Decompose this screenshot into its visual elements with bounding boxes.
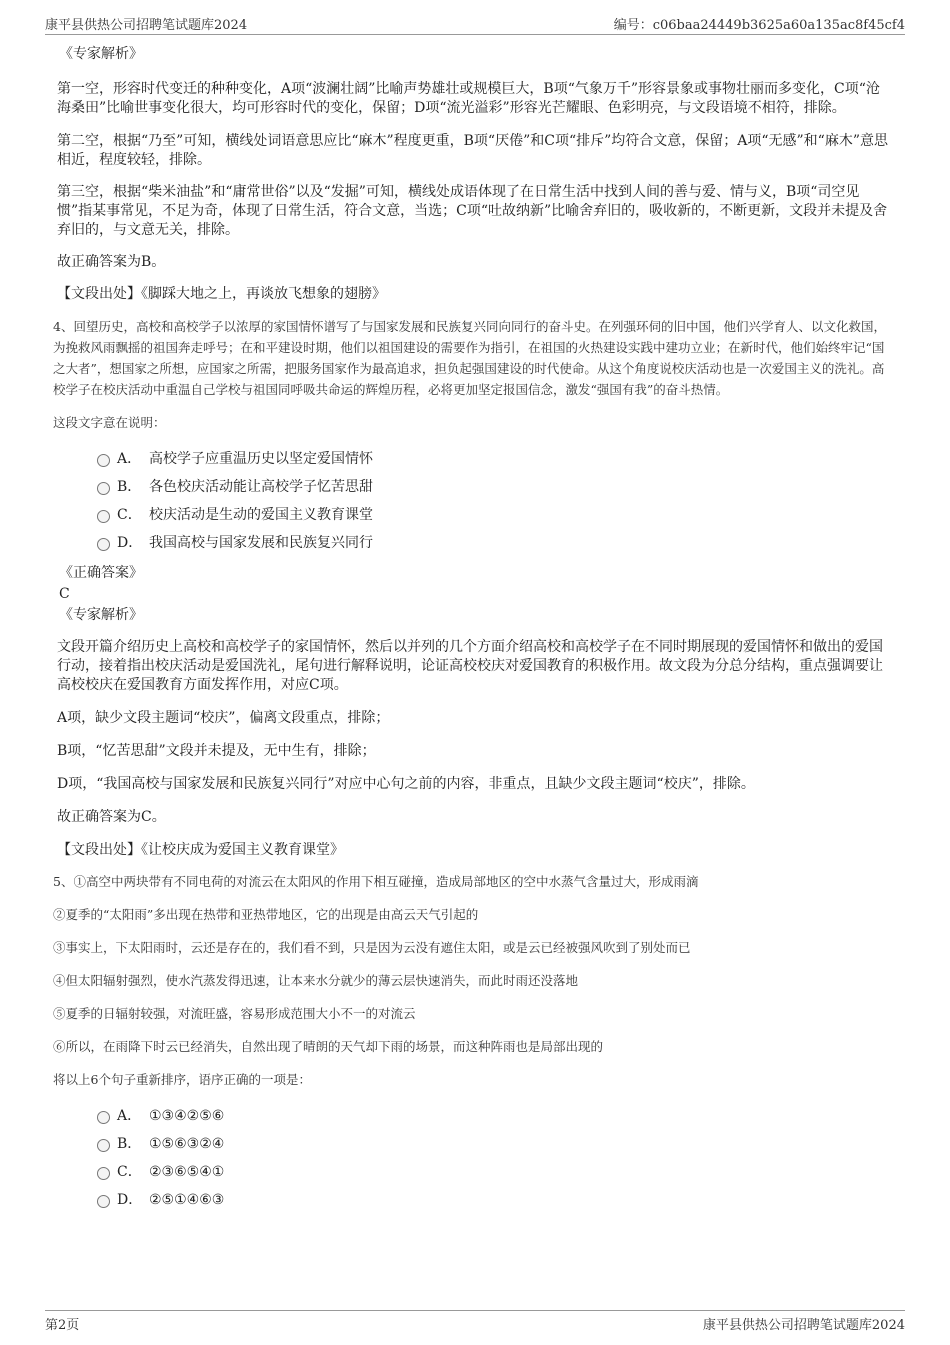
q5-option-c[interactable] — [57, 1158, 889, 1186]
q3-analysis-para-3: 第三空，根据“柴米油盐”和“庸常世俗”以及“发掘”可知，横线处成语体现了在日常生活中找到人间的善与爱、情与义，B项“司空见惯”指某事常见，不足为奇，体现了日常生活，符合文意，当选；C项“吐故纳新”比喻舍弃旧的，吸收新的，不断更新，文段并未提及舍弃旧的，与文意无关，排除。 — [57, 184, 888, 238]
page-header — [45, 14, 905, 35]
option-text: ②⑤①④⑥③ — [149, 1192, 225, 1208]
page-content — [53, 44, 889, 1214]
option-letter: B． — [117, 479, 142, 495]
q4-question: 这段文字意在说明： — [53, 415, 166, 430]
q4-analysis-para-2: A项，缺少文段主题词“校庆”，偏离文段重点，排除； — [57, 710, 390, 726]
q4-analysis-para-1: 文段开篇介绍历史上高校和高校学子的家国情怀，然后以并列的几个方面介绍高校和高校学子在不同时期展现的爱国情怀和做出的爱国行动，接着指出校庆活动是爱国洗礼，尾句进行解释说明，论证高校校庆对爱国教育的积极作用。故文段为分总分结构，重点强调要让高校校庆在爱国教育方面发挥作用，对应C项。 — [57, 639, 883, 693]
radio-button-icon[interactable] — [97, 482, 110, 495]
q4-analysis-para-4: D项，“我国高校与国家发展和民族复兴同行”对应中心句之前的内容，非重点，且缺少文段主题词“校庆”，排除。 — [57, 776, 755, 792]
q4-analysis-para-3: B项，“忆苦思甜”文段并未提及，无中生有，排除； — [57, 743, 376, 759]
option-letter: A． — [117, 1108, 142, 1124]
option-text: 各色校庆活动能让高校学子忆苦思甜 — [149, 479, 373, 495]
radio-button-icon[interactable] — [97, 510, 110, 523]
q3-analysis-para-1: 第一空，形容时代变迁的种种变化，A项“波澜壮阔”比喻声势雄壮或规模巨大，B项“气象万千”形容景象或事物壮丽而多变化，C项“沧海桑田”比喻世事变化很大，均可形容时代的变化，保留；D项“流光溢彩”形容光芒耀眼、色彩明亮，与文段语境不相符，排除。 — [57, 81, 880, 116]
document-id: 编号：c06baa24449b3625a60a135ac8f45cf4 — [613, 18, 905, 33]
option-letter: A． — [117, 451, 142, 467]
option-letter: C． — [117, 507, 142, 523]
option-text: ②③⑥⑤④① — [149, 1164, 225, 1180]
q4-option-d[interactable] — [57, 529, 889, 557]
q5-sentence-1: 5、①高空中两块带有不同电荷的对流云在太阳风的作用下相互碰撞，造成局部地区的空中水蒸气含量过大，形成雨滴 — [53, 874, 699, 889]
q5-sentence-5: ⑤夏季的日辐射较强，对流旺盛，容易形成范围大小不一的对流云 — [53, 1006, 416, 1021]
radio-button-icon[interactable] — [97, 1195, 110, 1208]
radio-button-icon[interactable] — [97, 1139, 110, 1152]
q4-option-a[interactable] — [57, 445, 889, 473]
option-text: 高校学子应重温历史以坚定爱国情怀 — [149, 451, 373, 467]
q3-source: 【文段出处】《脚踩大地之上，再谈放飞想象的翅膀》 — [57, 286, 386, 302]
q5-sentence-6: ⑥所以，在雨降下时云已经消失，自然出现了晴朗的天气却下雨的场景，而这种阵雨也是局部出现的 — [53, 1039, 604, 1054]
q4-source: 【文段出处】《让校庆成为爱国主义教育课堂》 — [57, 842, 344, 858]
page-number: 第2页 — [45, 1318, 80, 1333]
q4-options — [57, 445, 889, 557]
radio-button-icon[interactable] — [97, 454, 110, 467]
q4-answer-label: 《正确答案》 — [59, 565, 143, 581]
option-text: 我国高校与国家发展和民族复兴同行 — [149, 535, 373, 551]
page-footer — [45, 1310, 905, 1334]
q4-analysis-label: 《专家解析》 — [59, 607, 143, 623]
q4-conclusion: 故正确答案为C。 — [57, 809, 166, 825]
q5-option-d[interactable] — [57, 1186, 889, 1214]
option-text: 校庆活动是生动的爱国主义教育课堂 — [149, 507, 373, 523]
q3-conclusion: 故正确答案为B。 — [57, 254, 166, 270]
q4-option-c[interactable] — [57, 501, 889, 529]
q4-answer: C — [59, 586, 70, 602]
option-letter: D． — [117, 1192, 143, 1208]
q5-sentence-3: ③事实上，下太阳雨时，云还是存在的，我们看不到，只是因为云没有遮住太阳，或是云已经被强风吹到了别处而已 — [53, 940, 691, 955]
q4-option-b[interactable] — [57, 473, 889, 501]
q5-option-a[interactable] — [57, 1102, 889, 1130]
q5-sentence-2: ②夏季的“太阳雨”多出现在热带和亚热带地区，它的出现是由高云天气引起的 — [53, 907, 479, 922]
q3-analysis-label: 《专家解析》 — [59, 46, 143, 62]
q5-sentence-4: ④但太阳辐射强烈，使水汽蒸发得迅速，让本来水分就少的薄云层快速消失，而此时雨还没落地 — [53, 973, 579, 988]
radio-button-icon[interactable] — [97, 1111, 110, 1124]
option-text: ①③④②⑤⑥ — [149, 1108, 225, 1124]
q3-analysis-para-2: 第二空，根据“乃至”可知，横线处词语意思应比“麻木”程度更重，B项“厌倦”和C项“排斥”均符合文意，保留；A项“无感”和“麻木”意思相近，程度较轻，排除。 — [57, 133, 888, 168]
header-title: 康平县供热公司招聘笔试题库2024 — [45, 18, 248, 33]
q5-option-b[interactable] — [57, 1130, 889, 1158]
option-letter: B． — [117, 1136, 142, 1152]
radio-button-icon[interactable] — [97, 1167, 110, 1180]
q5-options — [57, 1102, 889, 1214]
option-letter: C． — [117, 1164, 142, 1180]
option-letter: D． — [117, 535, 143, 551]
option-text: ①⑤⑥③②④ — [149, 1136, 225, 1152]
footer-title: 康平县供热公司招聘笔试题库2024 — [702, 1318, 905, 1333]
q4-passage: 4、回望历史，高校和高校学子以浓厚的家国情怀谱写了与国家发展和民族复兴同向同行的奋斗史。在列强环伺的旧中国，他们兴学育人、以文化救国，为挽救风雨飘摇的祖国奔走呼号；在和平建设时期，他们以祖国建设的需要作为指引，在祖国的火热建设实践中建功立业；在新时代，他们始终牢记“国之大者”，想国家之所想，应国家之所需，把服务国家作为最高追求，担负起强国建设的时代使命。从这个角度说校庆活动也是一次爱国主义的洗礼。高校学子在校庆活动中重温自己学校与祖国同呼吸共命运的辉煌历程，必将更加坚定报国信念，激发“强国有我”的奋斗热情。 — [53, 319, 886, 397]
radio-button-icon[interactable] — [97, 538, 110, 551]
q5-question: 将以上6个句子重新排序，语序正确的一项是： — [53, 1072, 311, 1087]
